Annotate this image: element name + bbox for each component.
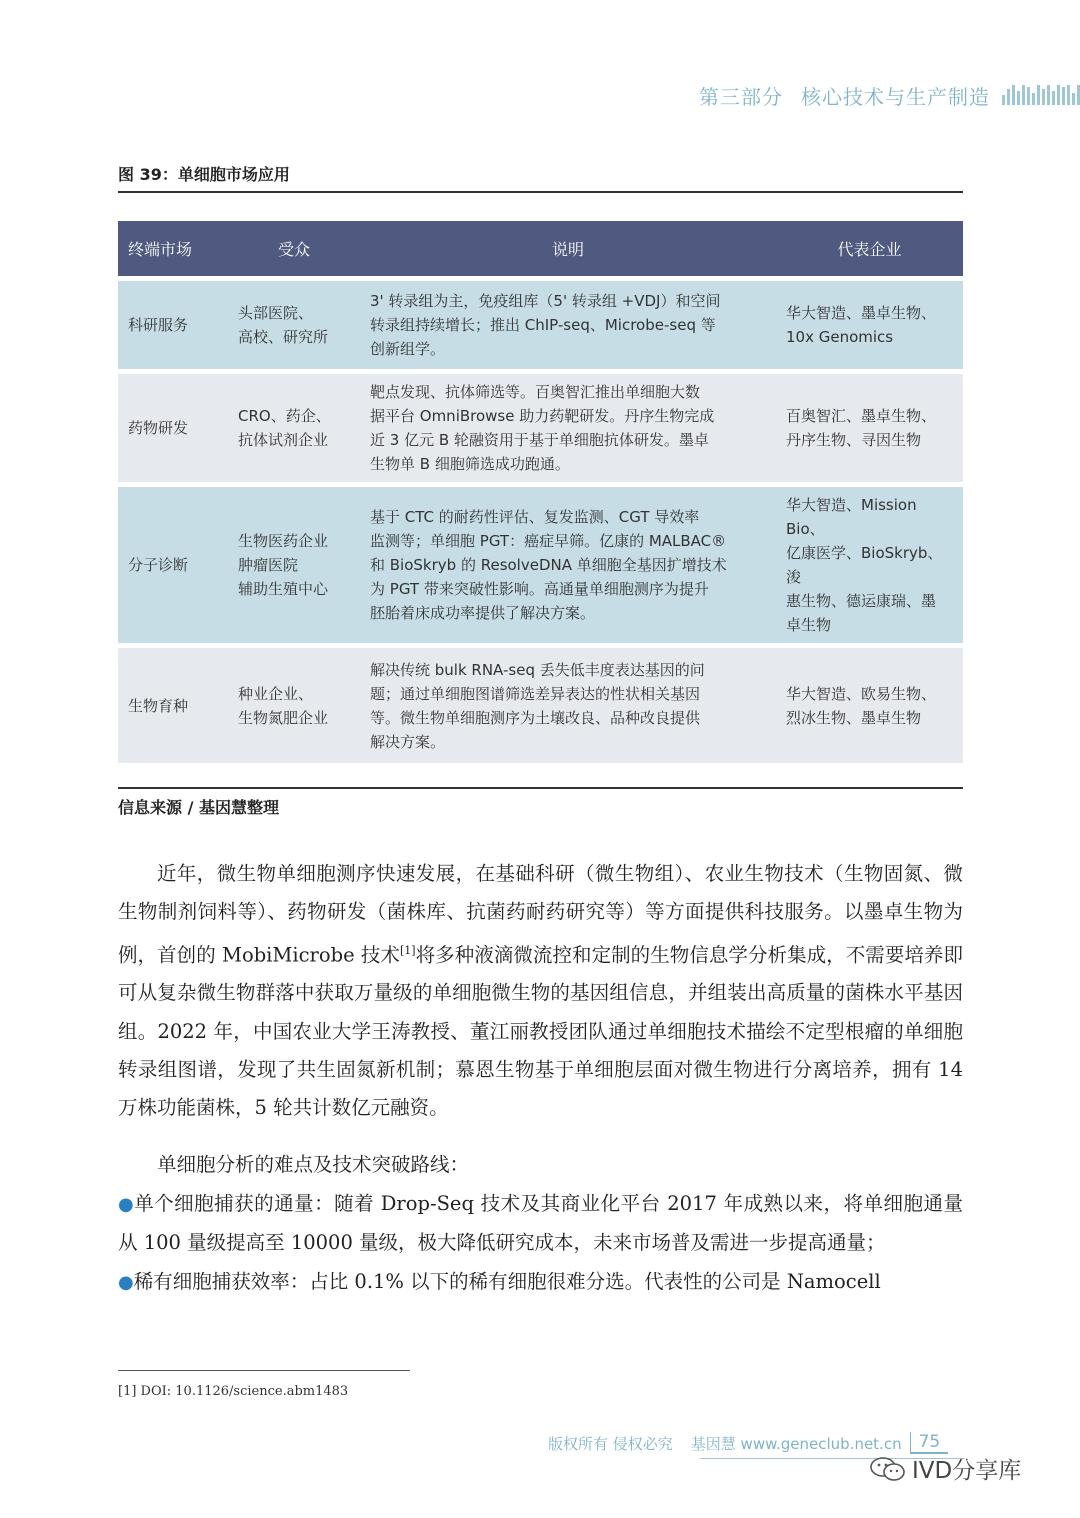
company-line: 卓生物 (786, 616, 832, 634)
company-line: 丹序生物、寻因生物 (786, 431, 922, 449)
section-part: 第三部分 (699, 84, 783, 109)
company-line: 10x Genomics (786, 328, 894, 346)
desc-line: 监测等；单细胞 PGT：癌症早筛。亿康的 MALBAC® (370, 532, 727, 550)
cell-market: 生物育种 (118, 648, 228, 763)
list-item-text: 单个细胞捕获的通量：随着 Drop-Seq 技术及其商业化平台 2017 年成熟以来，将单细胞通量从 100 量级提高至 10000 量级，极大降低研究成本，未来市场普及需进一步提高通量； (118, 1192, 963, 1255)
section-title (699, 81, 990, 110)
cell-desc (360, 374, 776, 482)
col-header-audience: 受众 (228, 221, 360, 276)
desc-line: 胚胎着床成功率提供了解决方案。 (370, 604, 596, 622)
table-row (118, 487, 963, 643)
desc-line: 题；通过单细胞图谱筛选差异表达的性状相关基因 (370, 684, 701, 703)
desc-line: 解决方案。 (370, 732, 446, 751)
wechat-icon (868, 1455, 908, 1483)
desc-line: 解决传统 bulk RNA-seq 丢失低丰度表达基因的问 (370, 660, 705, 679)
desc-line: 靶点发现、抗体筛选等。百奥智汇推出单细胞大数 (370, 383, 701, 401)
cell-companies (776, 648, 963, 763)
page-footer (548, 1432, 948, 1454)
audience-line: 种业企业、 (238, 684, 314, 703)
col-header-companies: 代表企业 (776, 221, 963, 276)
audience-line: 肿瘤医院 (238, 556, 299, 574)
cell-market: 科研服务 (118, 281, 228, 369)
audience-line: 辅助生殖中心 (238, 580, 329, 598)
company-line: 烈冰生物、墨卓生物 (786, 708, 922, 727)
body-paragraph: 单细胞分析的难点及技术突破路线： (157, 1153, 470, 1176)
cell-audience (228, 648, 360, 763)
audience-line: 头部医院、 (238, 304, 314, 322)
cell-desc (360, 487, 776, 643)
audience-line: 生物医药企业 (238, 532, 329, 550)
desc-line: 为 PGT 带来突破性影响。高通量单细胞测序为提升 (370, 580, 709, 598)
footer-brand-link[interactable]: 基因慧 www.geneclub.net.cn (690, 1434, 902, 1453)
list-item (118, 1185, 963, 1263)
desc-line: 转录组持续增长；推出 ChIP-seq、Microbe-seq 等 (370, 316, 716, 334)
bullet-dot-icon: ● (118, 1194, 135, 1215)
market-table (118, 216, 963, 768)
cell-market: 药物研发 (118, 374, 228, 482)
cell-companies (776, 281, 963, 369)
audience-line: 高校、研究所 (238, 328, 329, 346)
desc-line: 基于 CTC 的耐药性评估、复发监测、CGT 导效率 (370, 508, 700, 526)
table-top-rule (118, 191, 963, 193)
watermark-text: IVD分享库 (912, 1458, 1022, 1484)
paragraph-text: 近年，微生物单细胞测序快速发展，在基础科研（微生物组）、农业生物技术（生物固氮、微生物制剂饲料等）、药物研发（菌株库、抗菌药耐药研究等）等方面提供科技服务。以墨卓生物为例，首创的 MobiMicrobe 技术 (118, 862, 963, 967)
table-bottom-rule (118, 787, 963, 789)
desc-line: 创新组学。 (370, 340, 446, 358)
desc-line: 和 BioSkryb 的 ResolveDNA 单细胞全基因扩增技术 (370, 556, 727, 574)
company-line: 亿康医学、BioSkryb、浚 (786, 544, 943, 586)
audience-line: CRO、药企、 (238, 407, 331, 425)
table-header-row (118, 221, 963, 276)
cell-audience (228, 374, 360, 482)
desc-line: 生物单 B 细胞筛选成功跑通。 (370, 455, 570, 473)
cell-audience (228, 281, 360, 369)
company-line: 惠生物、德运康瑞、墨 (786, 592, 937, 610)
cell-audience (228, 487, 360, 643)
audience-line: 生物氮肥企业 (238, 708, 329, 727)
section-name: 核心技术与生产制造 (801, 84, 990, 109)
desc-line: 近 3 亿元 B 轮融资用于基于单细胞抗体研发。墨卓 (370, 431, 709, 449)
desc-line: 据平台 OmniBrowse 助力药靶研发。丹序生物完成 (370, 407, 715, 425)
cell-desc (360, 648, 776, 763)
table-row (118, 281, 963, 369)
watermark (868, 1452, 1021, 1485)
figure-caption: 图 39：单细胞市场应用 (118, 165, 290, 184)
audience-line: 抗体试剂企业 (238, 431, 329, 449)
cell-companies (776, 374, 963, 482)
footnote: [1] DOI: 10.1126/science.abm1483 (118, 1384, 349, 1399)
desc-line: 等。微生物单细胞测序为土壤改良、品种改良提供 (370, 708, 701, 727)
list-item (118, 1263, 963, 1302)
cell-companies (776, 487, 963, 643)
page-number: 75 (910, 1432, 949, 1454)
col-header-market: 终端市场 (118, 221, 228, 276)
body-paragraph (118, 855, 963, 1128)
company-line: 百奥智汇、墨卓生物、 (786, 407, 937, 425)
list-item-text: 稀有细胞捕获效率：占比 0.1% 以下的稀有细胞很难分选。代表性的公司是 Namocell (133, 1269, 881, 1293)
footnote-rule (118, 1370, 410, 1371)
company-line: 华大智造、欧易生物、 (786, 684, 937, 703)
company-line: 华大智造、Mission Bio、 (786, 496, 917, 538)
header-bars-decoration (1002, 85, 1080, 105)
table-row (118, 648, 963, 763)
paragraph-text: 将多种液滴微流控和定制的生物信息学分析集成，不需要培养即可从复杂微生物群落中获取万量级的单细胞微生物的基因组信息，并组装出高质量的菌株水平基因组。2022 年，中国农业大学王涛教授、董江丽教授团队通过单细胞技术描绘不定型根瘤的单细胞转录组图谱，发现了共生固氮新机制；慕恩生物基于单细胞层面对微生物进行分离培养，拥有 14 万株功能菌株，5 轮共计数亿元融资。 (118, 943, 963, 1120)
col-header-desc: 说明 (360, 221, 776, 276)
cell-market: 分子诊断 (118, 487, 228, 643)
footnote-ref[interactable]: [1] (399, 943, 416, 957)
page-header (699, 80, 1080, 110)
bullet-dot-icon: ● (118, 1271, 134, 1293)
footer-rights: 版权所有 侵权必究 (548, 1434, 673, 1453)
table-row (118, 374, 963, 482)
desc-line: 3' 转录组为主，免疫组库（5' 转录组 +VDJ）和空间 (370, 292, 721, 310)
bullet-list (118, 1185, 963, 1302)
company-line: 华大智造、墨卓生物、 (786, 304, 937, 322)
source-note: 信息来源 / 基因慧整理 (118, 798, 279, 817)
cell-desc (360, 281, 776, 369)
